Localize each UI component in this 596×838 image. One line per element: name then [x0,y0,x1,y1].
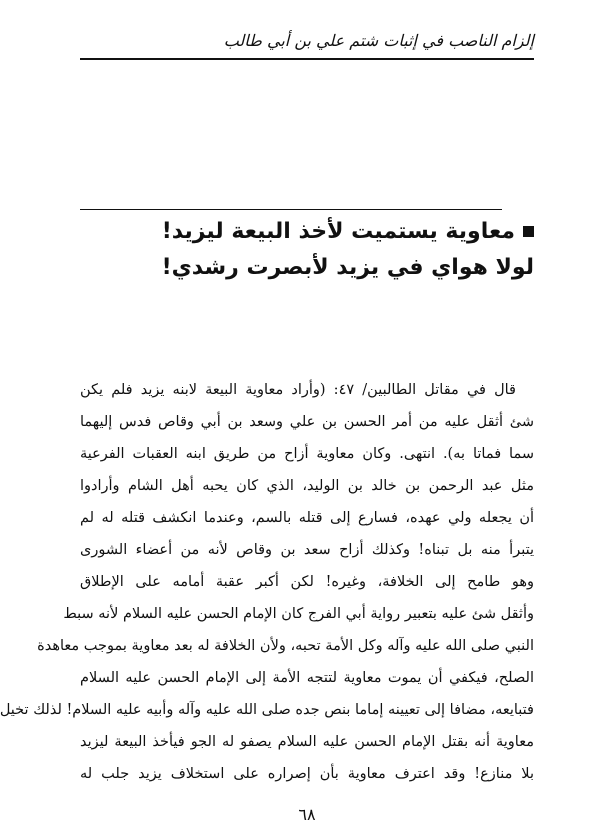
body-line: قال في مقاتل الطالبين/ ٤٧: (وأراد معاوية البيعة لابنه يزيد فلم يكن [80,382,516,398]
body-line: يتبرأ منه بل تبناه! وكذلك أزاح سعد بن وقاص لأنه من أعضاء الشورى [80,542,534,558]
body-line: الصلح، فيكفي أن يموت معاوية لتتجه الأمة إلى الإمام الحسن عليه السلام [80,670,534,686]
section-heading [94,214,534,286]
heading-rule [80,209,502,210]
page-number: ٦٨ [298,805,316,824]
body-line: شئ أثقل عليه من أمر الحسن بن علي وسعد بن أبي وقاص فدس إليهما [80,414,534,430]
body-line: بلا منازع! وقد اعترف معاوية بأن إصراره على استخلاف يزيد جلب له [80,766,534,782]
section-heading-line-2: لولا هواي في يزيد لأبصرت رشدي! [161,255,534,280]
body-line: وأثقل شئ عليه بتعبير رواية أبي الفرج كان الإمام الحسن عليه السلام لأنه سبط [63,606,534,622]
body-line: وهو طامح إلى الخلافة، وغيره! لكن أكبر عقبة أمامه على الإطلاق [80,574,534,590]
body-line: النبي صلى الله عليه وآله وكل الأمة تحبه، ولأن الخلافة له بعد معاوية بموجب معاهدة [37,638,534,654]
section-heading-line-1 [94,214,534,250]
body-line: سما فماتا به). انتهى. وكان معاوية أزاح من طريق ابنه العقبات الفرعية [80,446,534,462]
header-rule [80,58,534,60]
body-line: أن يجعله ولي عهده، فسارع إلى قتله بالسم، وعندما انكشف قتله له لم [80,510,534,526]
body-paragraph [0,374,534,790]
body-line: فتبايعه، مضافا إلى تعيينه إماما بنص جده صلى الله عليه وآله وأبيه عليه السلام! لذلك تخيل [0,702,534,718]
square-bullet-icon [523,226,534,237]
section-heading-text-1: معاوية يستميت لأخذ البيعة ليزيد! [161,219,515,244]
body-line: مثل عبد الرحمن بن خالد بن الوليد، الذي كان يحبه أهل الشام وأرادوا [80,478,534,494]
body-line: معاوية أنه بقتل الإمام الحسن عليه السلام يصفو له الجو فيأخذ البيعة ليزيد [80,734,534,750]
running-header: إلزام الناصب في إثبات شتم علي بن أبي طالب [223,31,534,50]
